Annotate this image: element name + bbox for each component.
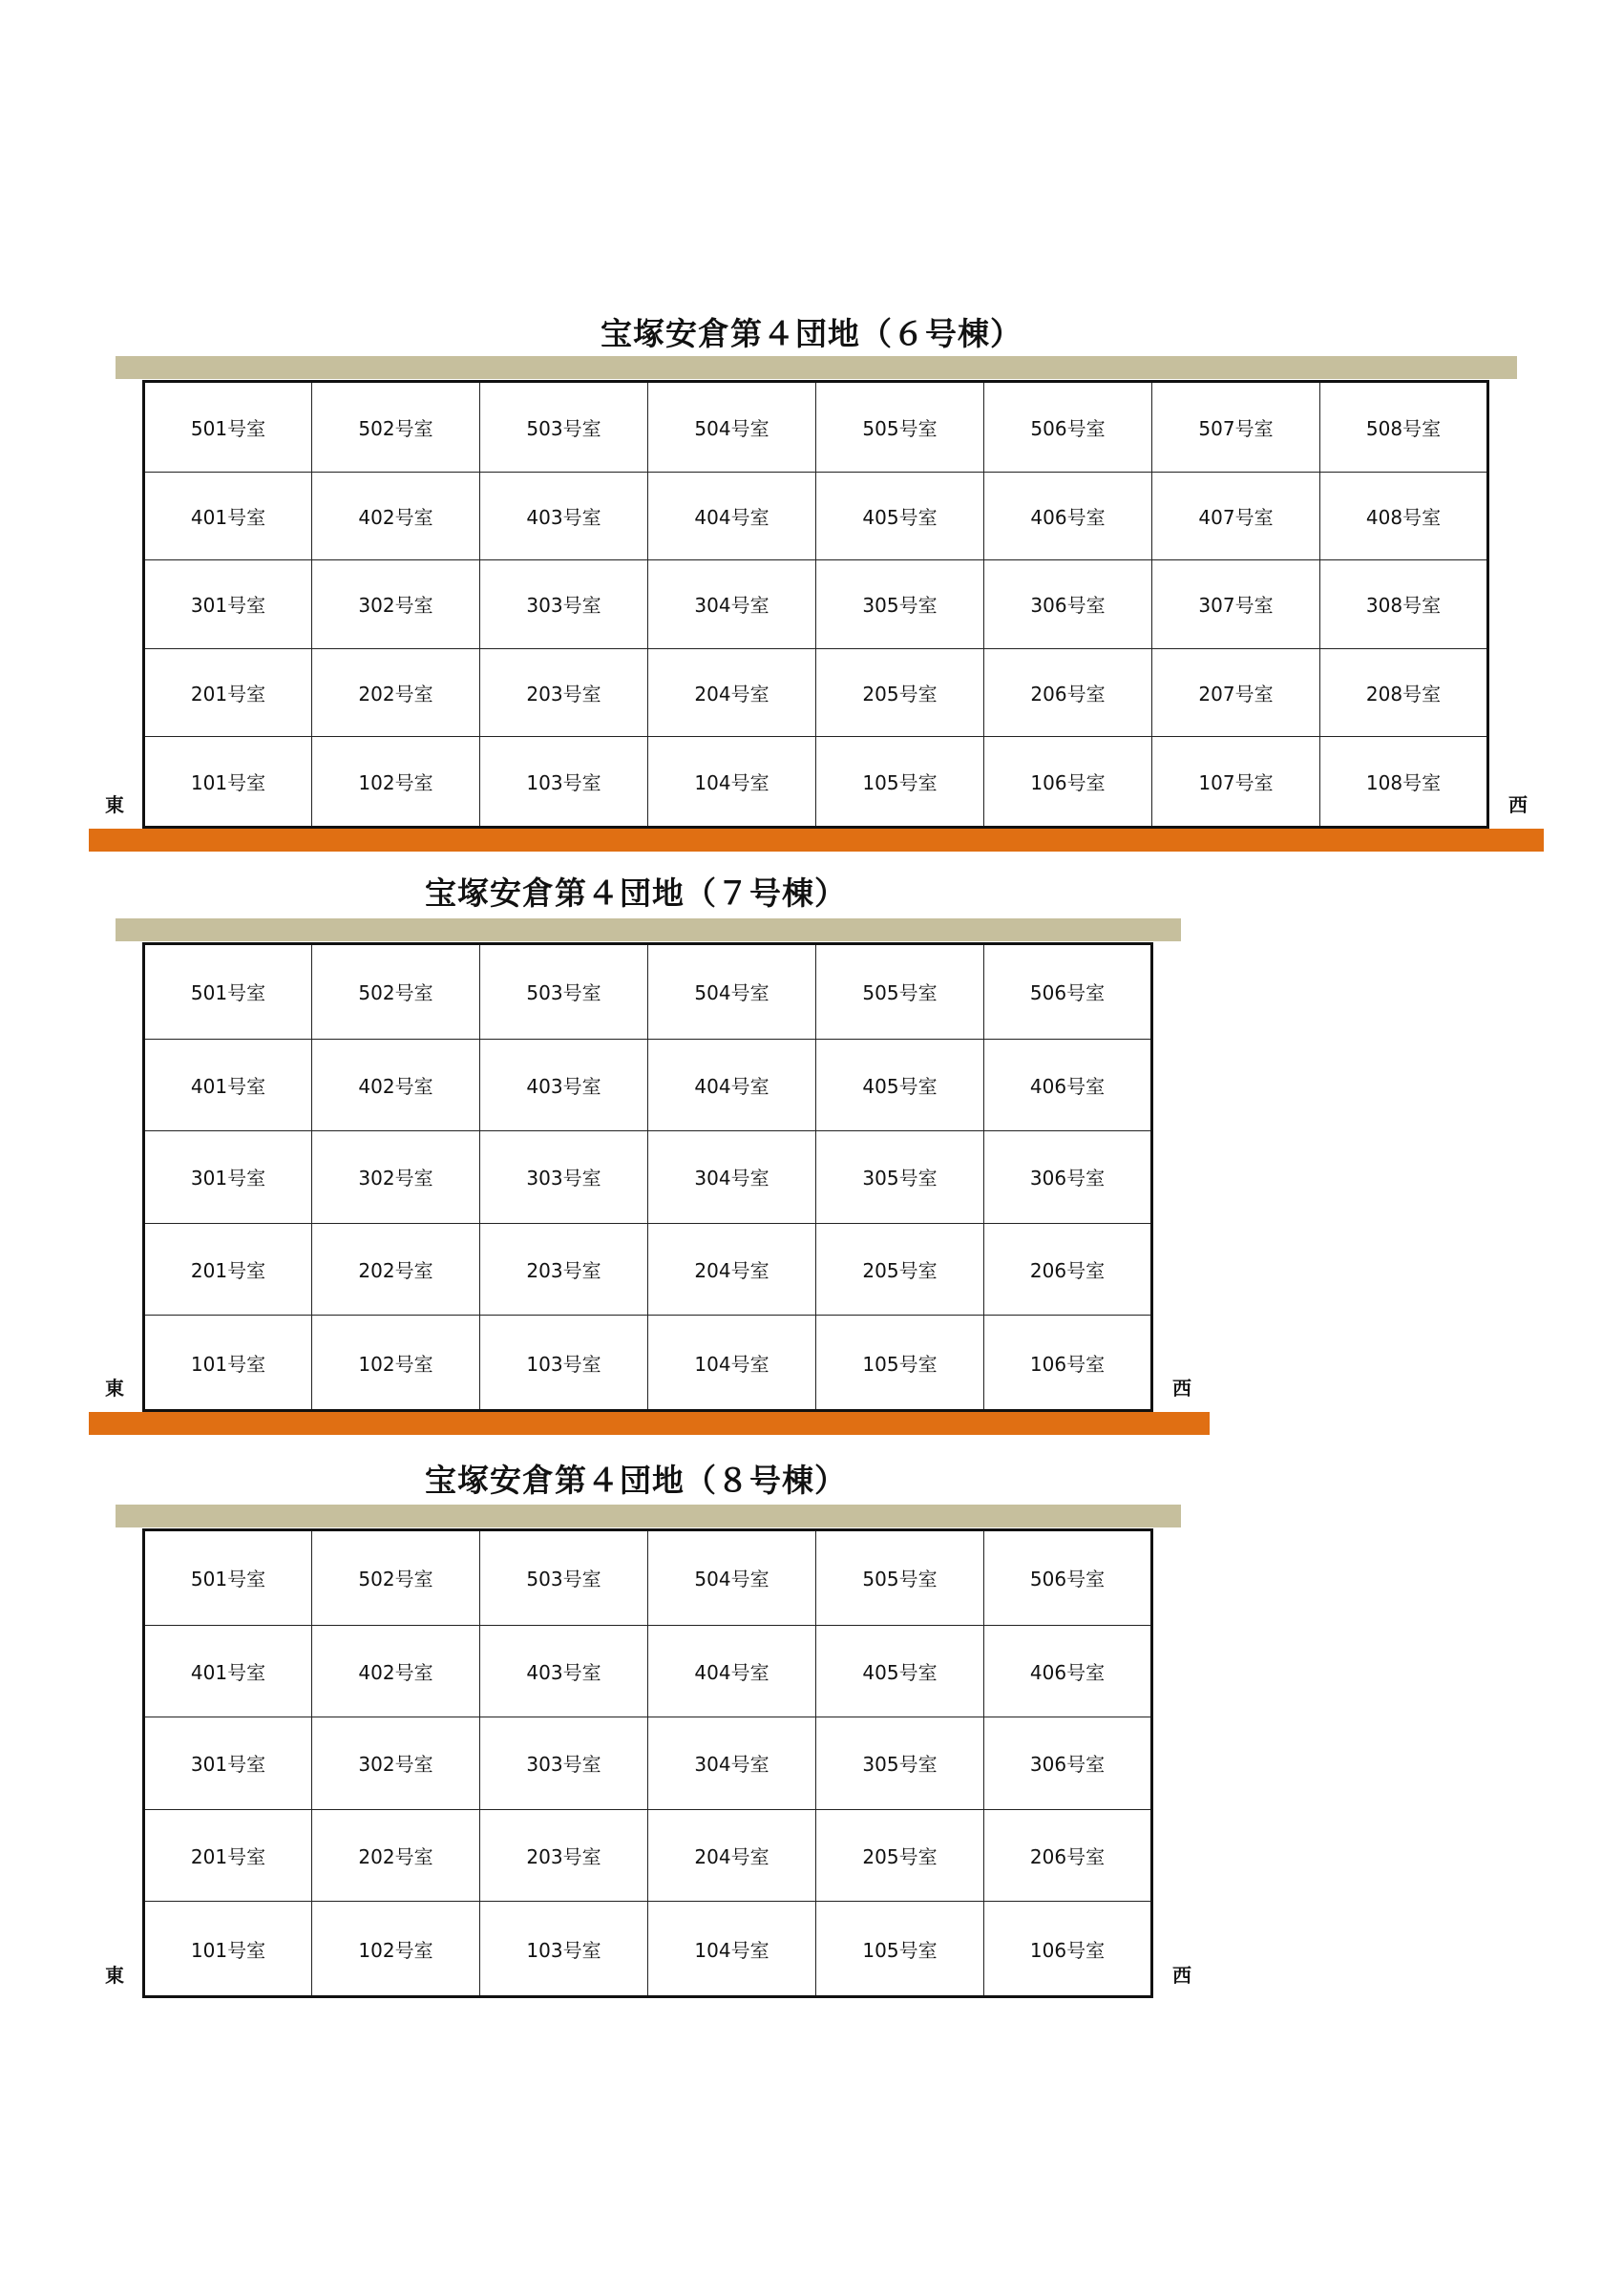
building-title: 宝塚安倉第４団地（６号棟） [601,315,1022,352]
room-cell: 305号室 [816,1131,984,1224]
room-cell: 101号室 [144,1316,312,1411]
room-cell: 102号室 [312,736,480,827]
floor-1-row [144,1902,1152,1997]
room-cell: 408号室 [1320,473,1488,560]
floor-1-row [144,1316,1152,1411]
room-cell: 507号室 [1152,382,1320,473]
ground-bar [89,1412,1210,1435]
room-cell: 202号室 [312,1223,480,1316]
room-cell: 303号室 [480,560,648,648]
room-cell: 405号室 [816,473,984,560]
room-cell: 301号室 [144,560,312,648]
room-cell: 405号室 [816,1039,984,1131]
room-cell: 501号室 [144,382,312,473]
room-cell: 205号室 [816,1809,984,1902]
room-cell: 404号室 [648,1625,816,1717]
room-cell: 502号室 [312,382,480,473]
room-cell: 407号室 [1152,473,1320,560]
room-cell: 101号室 [144,1902,312,1997]
room-cell: 301号室 [144,1131,312,1224]
room-cell: 105号室 [816,1902,984,1997]
room-cell: 101号室 [144,736,312,827]
room-cell: 508号室 [1320,382,1488,473]
room-cell: 406号室 [984,473,1152,560]
room-cell: 303号室 [480,1131,648,1224]
roof-bar [116,918,1181,941]
room-cell: 106号室 [984,1902,1152,1997]
floor-5-row [144,944,1152,1040]
room-cell: 201号室 [144,1223,312,1316]
room-cell: 103号室 [480,736,648,827]
room-cell: 506号室 [984,944,1152,1040]
room-cell: 405号室 [816,1625,984,1717]
room-cell: 502号室 [312,1530,480,1626]
room-cell: 403号室 [480,1039,648,1131]
room-cell: 502号室 [312,944,480,1040]
room-cell: 106号室 [984,736,1152,827]
room-cell: 302号室 [312,1717,480,1810]
floor-4-row [144,1625,1152,1717]
room-cell: 304号室 [648,1717,816,1810]
room-cell: 205号室 [816,1223,984,1316]
room-cell: 306号室 [984,1717,1152,1810]
west-label: 西 [1172,1964,1191,1987]
building-title: 宝塚安倉第４団地（７号棟） [425,874,847,912]
room-grid [142,1528,1153,1998]
ground-bar [89,829,1544,852]
room-cell: 203号室 [480,1223,648,1316]
room-cell: 102号室 [312,1316,480,1411]
room-cell: 106号室 [984,1316,1152,1411]
floor-5-row [144,1530,1152,1626]
west-label: 西 [1172,1377,1191,1400]
room-cell: 504号室 [648,944,816,1040]
room-cell: 204号室 [648,1809,816,1902]
floor-3-row [144,1131,1152,1224]
floor-4-row [144,473,1488,560]
west-label: 西 [1508,793,1528,816]
room-cell: 402号室 [312,1625,480,1717]
floor-3-row [144,560,1488,648]
room-cell: 206号室 [984,648,1152,736]
room-cell: 506号室 [984,1530,1152,1626]
room-cell: 503号室 [480,382,648,473]
room-cell: 105号室 [816,1316,984,1411]
room-cell: 402号室 [312,1039,480,1131]
room-cell: 104号室 [648,736,816,827]
room-cell: 505号室 [816,944,984,1040]
room-cell: 501号室 [144,944,312,1040]
room-cell: 108号室 [1320,736,1488,827]
room-cell: 204号室 [648,1223,816,1316]
room-cell: 301号室 [144,1717,312,1810]
room-cell: 105号室 [816,736,984,827]
room-grid [142,942,1153,1412]
room-cell: 204号室 [648,648,816,736]
room-cell: 403号室 [480,473,648,560]
room-cell: 306号室 [984,560,1152,648]
room-cell: 505号室 [816,382,984,473]
room-cell: 308号室 [1320,560,1488,648]
room-cell: 401号室 [144,1625,312,1717]
roof-bar [116,356,1517,379]
room-cell: 203号室 [480,648,648,736]
room-cell: 302号室 [312,560,480,648]
room-cell: 206号室 [984,1223,1152,1316]
room-cell: 208号室 [1320,648,1488,736]
room-cell: 404号室 [648,473,816,560]
east-label: 東 [105,1964,124,1987]
room-cell: 401号室 [144,1039,312,1131]
floor-5-row [144,382,1488,473]
room-cell: 303号室 [480,1717,648,1810]
east-label: 東 [105,793,124,816]
room-cell: 304号室 [648,1131,816,1224]
floor-1-row [144,736,1488,827]
room-cell: 203号室 [480,1809,648,1902]
room-grid [142,380,1489,829]
room-cell: 107号室 [1152,736,1320,827]
floor-4-row [144,1039,1152,1131]
room-cell: 404号室 [648,1039,816,1131]
room-cell: 104号室 [648,1316,816,1411]
room-cell: 103号室 [480,1316,648,1411]
room-cell: 504号室 [648,382,816,473]
room-cell: 302号室 [312,1131,480,1224]
building-title: 宝塚安倉第４団地（８号棟） [425,1462,847,1499]
room-cell: 202号室 [312,1809,480,1902]
room-cell: 207号室 [1152,648,1320,736]
room-cell: 501号室 [144,1530,312,1626]
room-cell: 505号室 [816,1530,984,1626]
room-cell: 503号室 [480,1530,648,1626]
room-cell: 103号室 [480,1902,648,1997]
room-cell: 403号室 [480,1625,648,1717]
room-cell: 104号室 [648,1902,816,1997]
room-cell: 306号室 [984,1131,1152,1224]
room-cell: 307号室 [1152,560,1320,648]
room-cell: 201号室 [144,648,312,736]
room-cell: 202号室 [312,648,480,736]
room-cell: 406号室 [984,1039,1152,1131]
room-cell: 304号室 [648,560,816,648]
room-cell: 506号室 [984,382,1152,473]
room-cell: 406号室 [984,1625,1152,1717]
room-cell: 305号室 [816,560,984,648]
room-cell: 401号室 [144,473,312,560]
room-cell: 206号室 [984,1809,1152,1902]
floor-2-row [144,1223,1152,1316]
roof-bar [116,1505,1181,1527]
room-cell: 205号室 [816,648,984,736]
room-cell: 503号室 [480,944,648,1040]
floor-2-row [144,648,1488,736]
room-cell: 201号室 [144,1809,312,1902]
room-cell: 305号室 [816,1717,984,1810]
room-cell: 504号室 [648,1530,816,1626]
floor-2-row [144,1809,1152,1902]
room-cell: 102号室 [312,1902,480,1997]
room-cell: 402号室 [312,473,480,560]
floor-3-row [144,1717,1152,1810]
east-label: 東 [105,1377,124,1400]
